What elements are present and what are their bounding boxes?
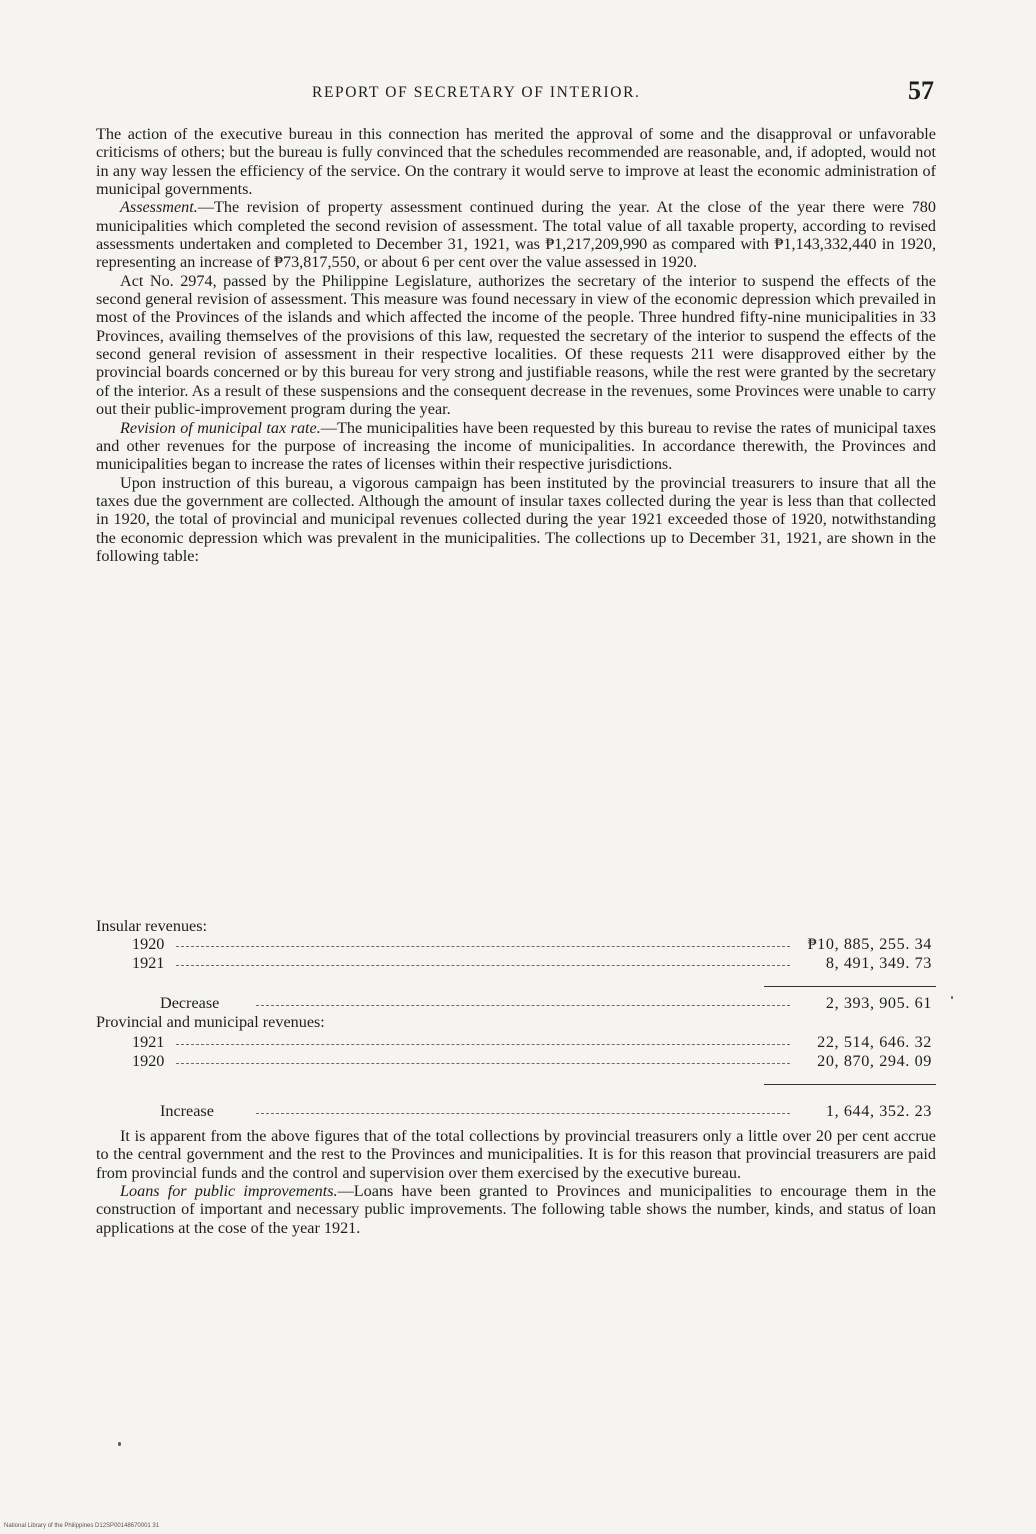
row-label: 1920 (132, 935, 167, 954)
leader-dots (176, 1063, 790, 1064)
leader-dots (176, 965, 790, 966)
assessment-heading: Assessment. (120, 198, 198, 217)
scan-footer: National Library of the Philippines D12SP00148670001 31 (4, 1523, 160, 1529)
provincial-heading-row (96, 1013, 940, 1033)
page-number: 57 (908, 76, 934, 105)
paragraph-assessment (96, 198, 936, 271)
paragraph-executive-bureau: The action of the executive bureau in this connection has merited the approval of some and the disapproval or unfavorable criticisms of others; but the bureau is fully convinced that the schedules recommended are reasonable, and, if adopted, would not in any way lessen the efficiency of the service. On the contrary it would serve to improve at least the economic administration of municipal governments. (96, 125, 936, 199)
row-label: 1920 (132, 1052, 167, 1071)
row-value: 8, 491, 349. 73 (823, 954, 932, 973)
paragraph-act-2974: Act No. 2974, passed by the Philippine Legislature, authorizes the secretary of the interior to suspend the effects of the second general revision of assessment. This measure was found necessary in view of the economic depression which prevailed in most of the Provinces of the islands and which affected the income of the people. Three hundred fifty-nine municipalities in 33 Provinces, availing themselves of the provisions of this law, requested the secretary of the interior to suspend the effects of the second general revision of assessment in their respective localities. Of these requests 211 were disapproved either by the provincial boards concerned or by this bureau for very strong and justifiable reasons, while the rest were granted by the secretary of the interior. As a result of these suspensions and the consequent decrease in the revenues, some Provinces were unable to carry out their public-improvement program during the year. (96, 271, 936, 419)
leader-dots (176, 946, 790, 947)
paragraph-apparent: It is apparent from the above figures that of the total collections by provincial treasurers only a little over 20 per cent accrue to the central government and the rest to the Provinces and municipalities. It is for this reason that provincial treasurers are paid from provincial funds and the control and supervision over them exercised by the executive bureau. (96, 1127, 936, 1182)
increase-value: 1, 644, 352. 23 (823, 1102, 932, 1121)
scan-speck (951, 996, 953, 999)
paragraph-loans (96, 1182, 936, 1237)
loans-text: —Loans have been granted to Provinces and municipalities to encourage them in the construction of important and necessary public improvements. The following table shows the number, kinds, and status of loan applications at the cose of the year 1921. (96, 1182, 936, 1237)
row-value: 22, 514, 646. 32 (814, 1033, 932, 1052)
leader-dots (176, 1044, 790, 1045)
body-text-upper (96, 125, 936, 565)
leader-dots (256, 1005, 790, 1006)
decrease-row (96, 994, 940, 1014)
tax-rate-heading: Revision of municipal tax rate. (120, 418, 321, 437)
provincial-heading: Provincial and municipal revenues: (96, 1013, 328, 1032)
row-label: 1921 (132, 954, 167, 973)
running-head: REPORT OF SECRETARY OF INTERIOR. (312, 84, 641, 101)
decrease-label: Decrease (160, 994, 222, 1013)
paragraph-campaign: Upon instruction of this bureau, a vigorous campaign has been instituted by the provincial treasurers to insure that all the taxes due the government are collected. Although the amount of insular taxes collected during the year is less than that collected in 1920, the total of provincial and municipal revenues collected during the year 1921 exceeded those of 1920, notwithstanding the economic depression which was prevalent in the municipalities. The collections up to December 31, 1921, are shown in the following table: (96, 473, 936, 565)
increase-row (96, 1102, 940, 1122)
increase-label: Increase (160, 1102, 217, 1121)
page-header (0, 76, 1036, 112)
table-row (96, 935, 940, 955)
leader-dots (256, 1113, 790, 1114)
insular-heading: Insular revenues: (96, 917, 210, 936)
loans-heading: Loans for public improvements. (120, 1182, 338, 1201)
sum-rule (764, 986, 936, 987)
decrease-value: 2, 393, 905. 61 (823, 994, 932, 1013)
table-row (96, 954, 940, 974)
table-row (96, 1052, 940, 1072)
row-value: ₱10, 885, 255. 34 (805, 935, 932, 954)
insular-heading-row (96, 917, 940, 937)
row-value: 20, 870, 294. 09 (814, 1052, 932, 1071)
table-row (96, 1033, 940, 1053)
scan-speck (118, 1442, 121, 1446)
row-label: 1921 (132, 1033, 167, 1052)
assessment-text: —The revision of property assessment continued during the year. At the close of the year there were 780 municipalities which completed the second revision of assessment. The total value of all taxable property, according to revised assessments undertaken and completed to December 31, 1921, was ₱1,217,209,990 as compared with ₱1,143,332,440 in 1920, representing an increase of ₱73,817,550, or about 6 per cent over the value assessed in 1920. (96, 198, 936, 272)
tax-rate-text: —The municipalities have been requested by this bureau to revise the rates of municipal taxes and other revenues for the purpose of increasing the income of municipalities. In accordance therewith, the Provinces and municipalities began to increase the rates of licenses within their respective jurisdictions. (96, 418, 936, 474)
sum-rule (764, 1084, 936, 1085)
body-text-lower (96, 1127, 936, 1237)
paragraph-tax-rate (96, 419, 936, 474)
